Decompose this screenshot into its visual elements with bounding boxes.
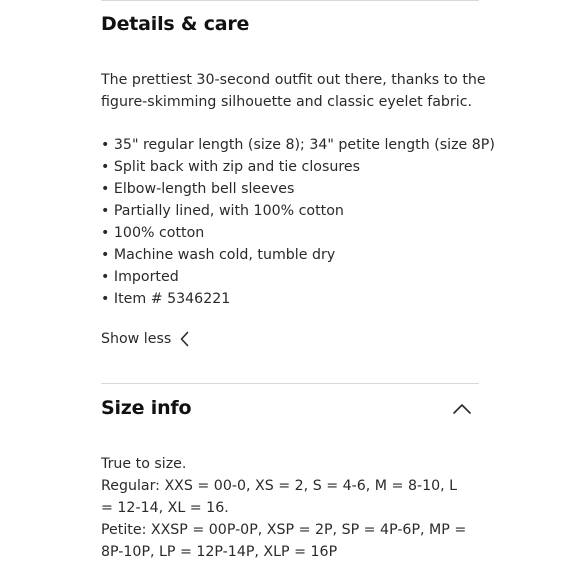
section-divider (101, 383, 479, 384)
details-bullet-list (101, 134, 495, 310)
size-regular-text: Regular: XXS = 00-0, XS = 2, S = 4-6, M = 8-10, L = 12-14, XL = 16. (101, 478, 458, 516)
list-item: • Partially lined, with 100% cotton (101, 200, 495, 222)
details-care-heading: Details & care (101, 13, 250, 35)
list-item: • Item # 5346221 (101, 288, 495, 310)
size-info-content (101, 453, 471, 563)
list-item: • 100% cotton (101, 222, 495, 244)
list-item: • Machine wash cold, tumble dry (101, 244, 495, 266)
product-description: The prettiest 30-second outfit out there, thanks to the figure-skimming silhouette and classic eyelet fabric. (101, 72, 486, 110)
list-item: • Elbow-length bell sleeves (101, 178, 495, 200)
size-petite-text: Petite: XXSP = 00P-0P, XSP = 2P, SP = 4P-6P, MP = 8P-10P, LP = 12P-14P, XLP = 16P (101, 522, 467, 560)
chevron-left-icon (180, 331, 189, 347)
top-divider (101, 0, 479, 1)
list-item: • Split back with zip and tie closures (101, 156, 495, 178)
show-less-button[interactable] (101, 328, 189, 350)
list-item: • Imported (101, 266, 495, 288)
size-info-heading[interactable]: Size info (101, 397, 192, 419)
size-fit-text: True to size. (101, 456, 187, 472)
list-item: • 35" regular length (size 8); 34" petite length (size 8P) (101, 134, 495, 156)
show-less-label: Show less (101, 331, 172, 347)
chevron-up-icon[interactable] (452, 402, 472, 416)
